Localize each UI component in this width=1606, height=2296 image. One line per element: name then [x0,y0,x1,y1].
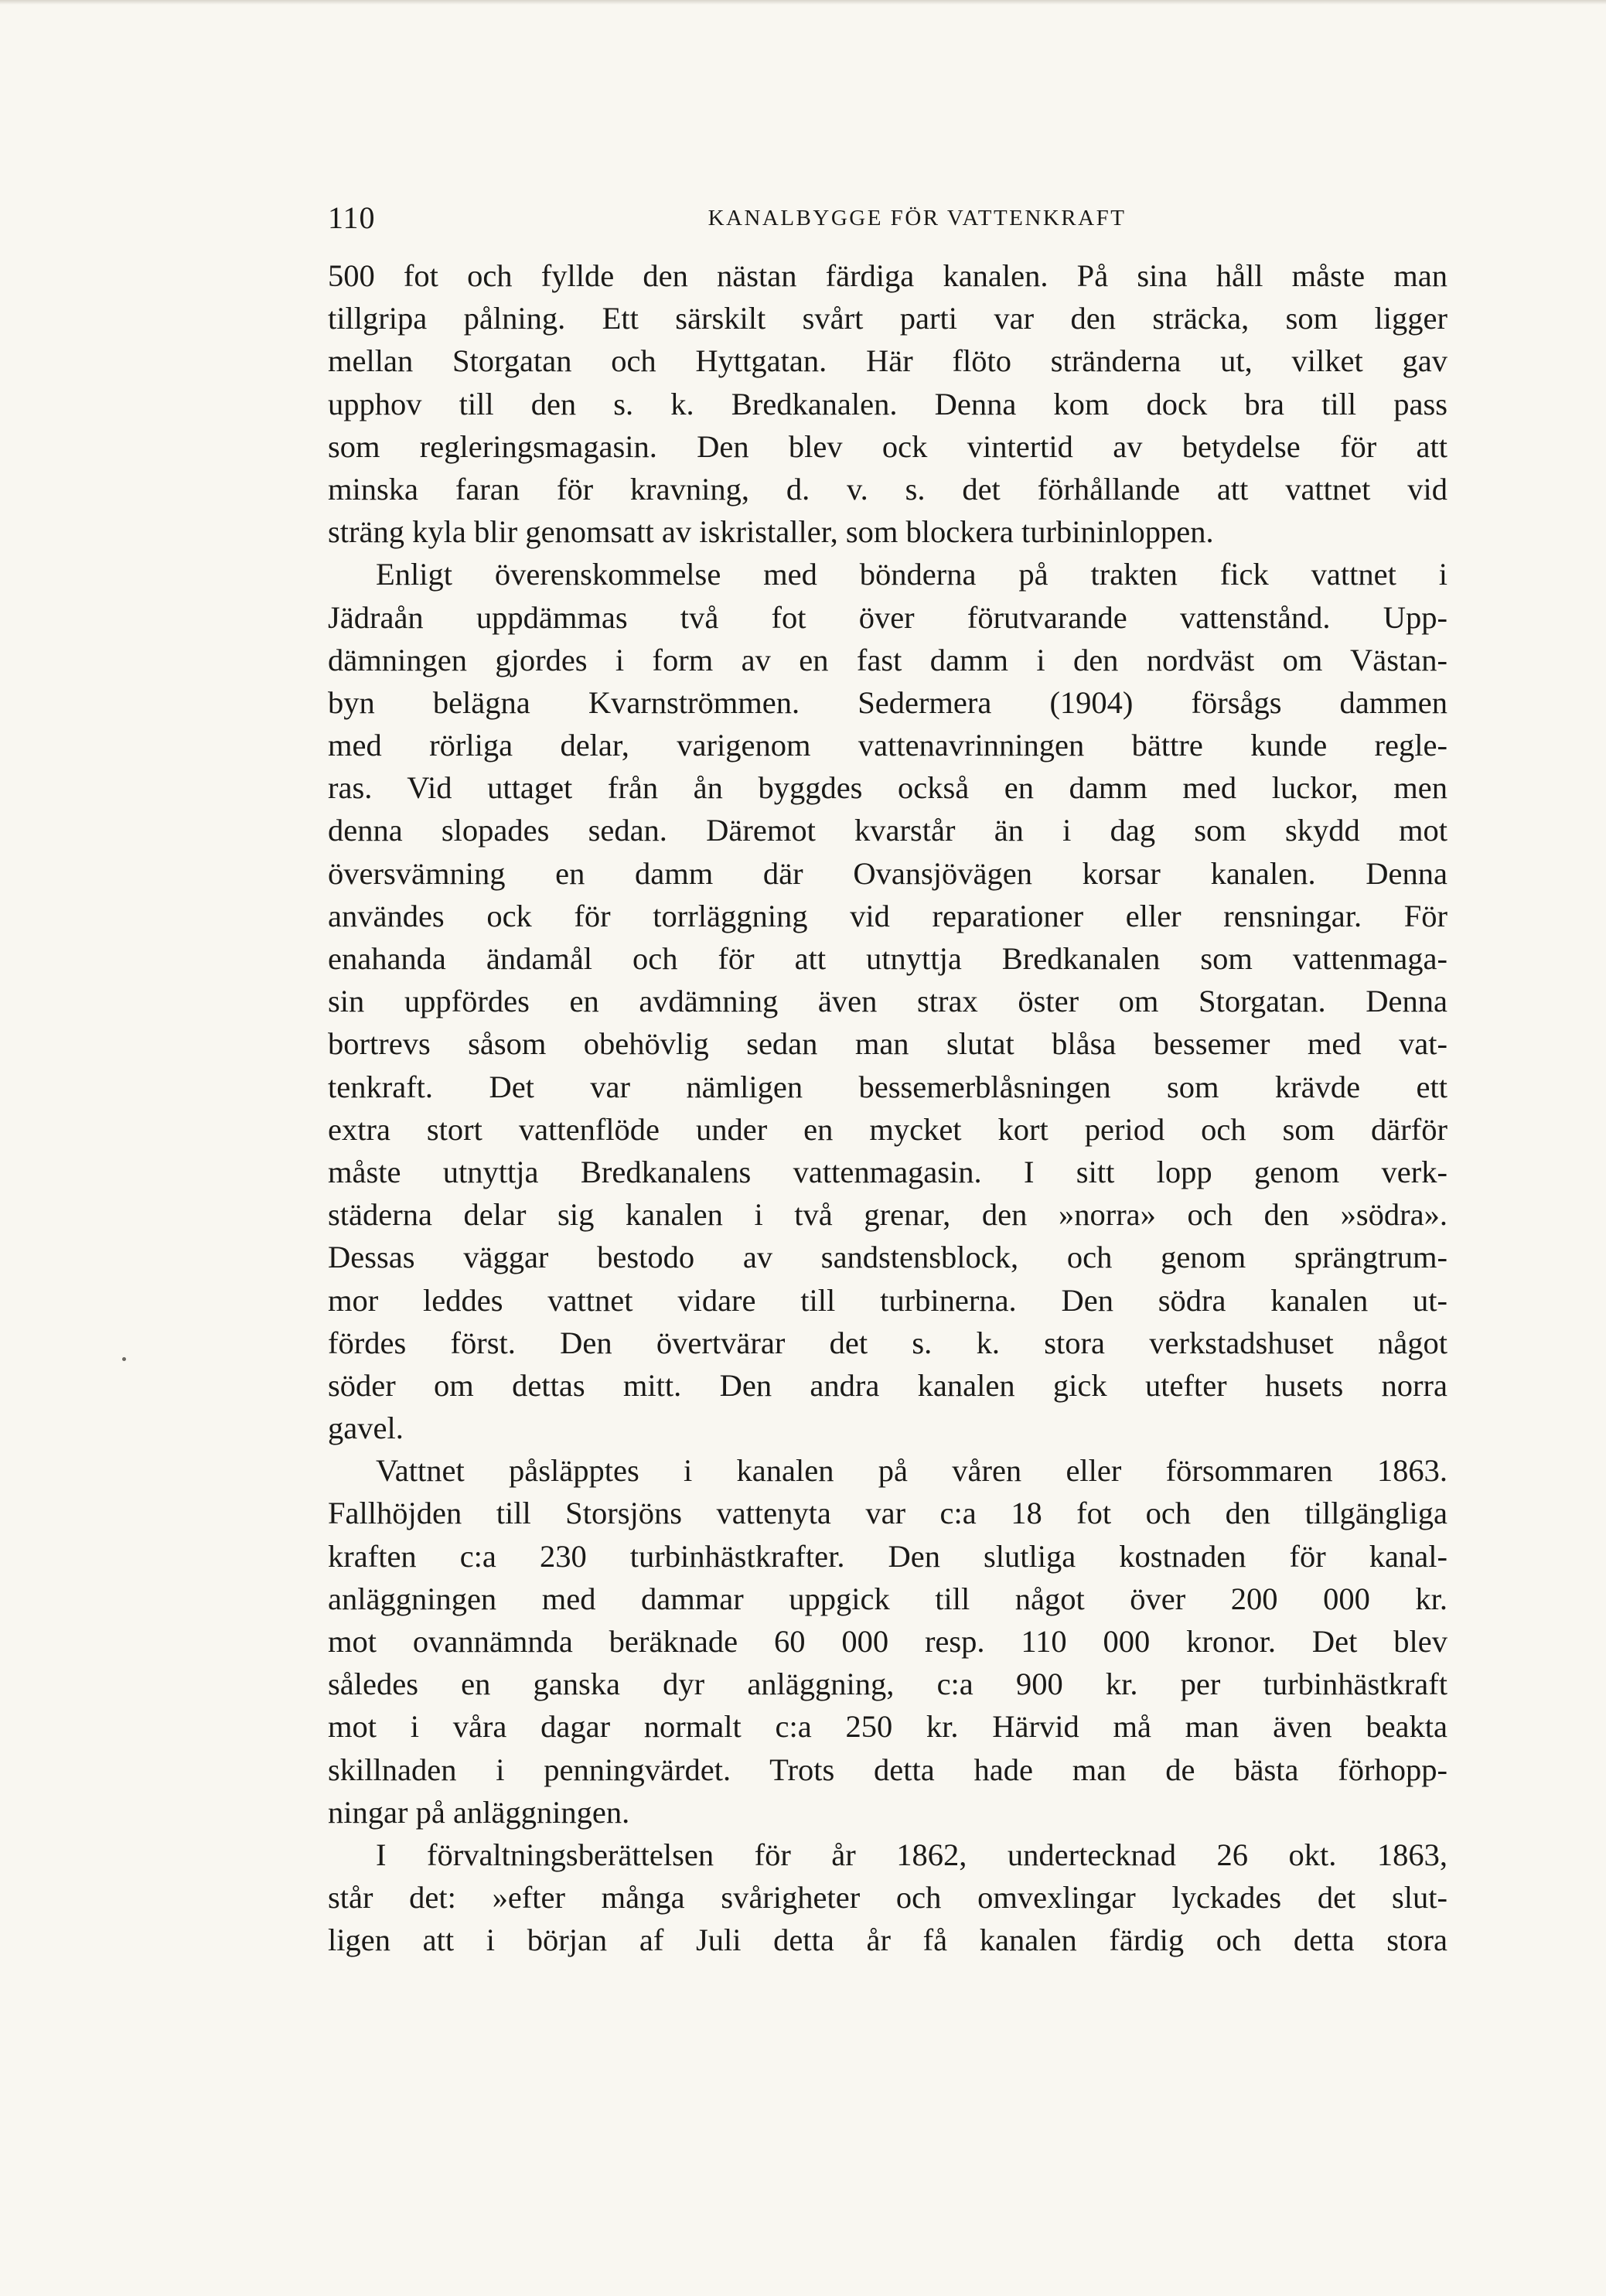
text-line: ningar på anläggningen. [328,1794,630,1830]
page-top-edge [0,0,1606,5]
text-line: användes ock för torrläggning vid reparationer eller rensningar. För [328,898,1447,933]
text-line: byn belägna Kvarnströmmen. Sedermera (1904) försågs dammen [328,684,1447,720]
text-line: anläggningen med dammar uppgick till något över 200 000 kr. [328,1581,1447,1616]
text-line: sträng kyla blir genomsatt av iskristaller, som blockera turbininloppen. [328,514,1214,550]
text-line: tillgripa pålning. Ett särskilt svårt parti var den sträcka, som ligger [328,301,1447,336]
text-line: minska faran för kravning, d. v. s. det förhållande att vattnet vid [328,471,1447,507]
text-line: måste utnyttja Bredkanalens vattenmagasin. I sitt lopp genom verk- [328,1154,1447,1189]
text-line: Jädraån uppdämmas två fot över förutvarande vattenstånd. Upp- [328,599,1447,635]
text-line: ligen att i början af Juli detta år få kanalen färdig och detta stora [328,1922,1447,1958]
text-line: Enligt överenskommelse med bönderna på trakten fick vattnet i [376,557,1447,592]
text-line: denna slopades sedan. Däremot kvarstår än i dag som skydd mot [328,813,1447,848]
scan-speck [122,1357,126,1361]
text-line: således en ganska dyr anläggning, c:a 900 kr. per turbinhästkraft [328,1667,1447,1702]
text-line: sin uppfördes en avdämning även strax öster om Storgatan. Denna [328,984,1447,1019]
text-line: mot i våra dagar normalt c:a 250 kr. Härvid må man även beakta [328,1709,1447,1745]
text-line: ras. Vid uttaget från ån byggdes också en damm med luckor, men [328,770,1447,806]
page-header [328,200,1460,238]
text-line: enahanda ändamål och för att utnyttja Bredkanalen som vattenmaga- [328,941,1447,976]
text-line: söder om dettas mitt. Den andra kanalen gick utefter husets norra [328,1367,1447,1403]
page-number: 110 [328,200,376,235]
text-line: städerna delar sig kanalen i två grenar, den »norra» och den »södra». [328,1197,1447,1233]
text-line: med rörliga delar, varigenom vattenavrinningen bättre kunde regle- [328,728,1447,763]
body-text [328,254,1447,1962]
text-line: gavel. [328,1411,404,1446]
text-line: extra stort vattenflöde under en mycket kort period och som därför [328,1111,1447,1147]
running-head: KANALBYGGE FÖR VATTENKRAFT [708,206,1127,230]
text-line: dämningen gjordes i form av en fast damm i den nordväst om Västan- [328,642,1447,677]
text-line: upphov till den s. k. Bredkanalen. Denna kom dock bra till pass [328,386,1447,421]
text-line: Vattnet påsläpptes i kanalen på våren eller försommaren 1863. [376,1453,1447,1489]
text-line: tenkraft. Det var nämligen bessemerblåsningen som krävde ett [328,1069,1447,1104]
text-line: skillnaden i penningvärdet. Trots detta hade man de bästa förhopp- [328,1752,1447,1787]
text-line: mot ovannämnda beräknade 60 000 resp. 110 000 kronor. Det blev [328,1624,1447,1659]
text-line: Fallhöjden till Storsjöns vattenyta var c:a 18 fot och den tillgängliga [328,1496,1447,1531]
text-line: mellan Storgatan och Hyttgatan. Här flöto stränderna ut, vilket gav [328,343,1447,379]
text-line: mor leddes vattnet vidare till turbinerna. Den södra kanalen ut- [328,1282,1447,1318]
text-line: står det: »efter många svårigheter och omvexlingar lyckades det slut- [328,1880,1447,1916]
text-line: kraften c:a 230 turbinhästkrafter. Den slutliga kostnaden för kanal- [328,1538,1447,1574]
text-line: I förvaltningsberättelsen för år 1862, undertecknad 26 okt. 1863, [376,1837,1447,1872]
text-line: som regleringsmagasin. Den blev ock vintertid av betydelse för att [328,428,1447,464]
text-line: Dessas väggar bestodo av sandstensblock, och genom sprängtrum- [328,1240,1447,1275]
text-line: bortrevs såsom obehövlig sedan man slutat blåsa bessemer med vat- [328,1026,1447,1062]
text-line: översvämning en damm där Ovansjövägen korsar kanalen. Denna [328,855,1447,891]
text-line: 500 fot och fyllde den nästan färdiga kanalen. På sina håll måste man [328,258,1447,293]
text-line: fördes först. Den övertvärar det s. k. stora verkstadshuset något [328,1325,1447,1360]
